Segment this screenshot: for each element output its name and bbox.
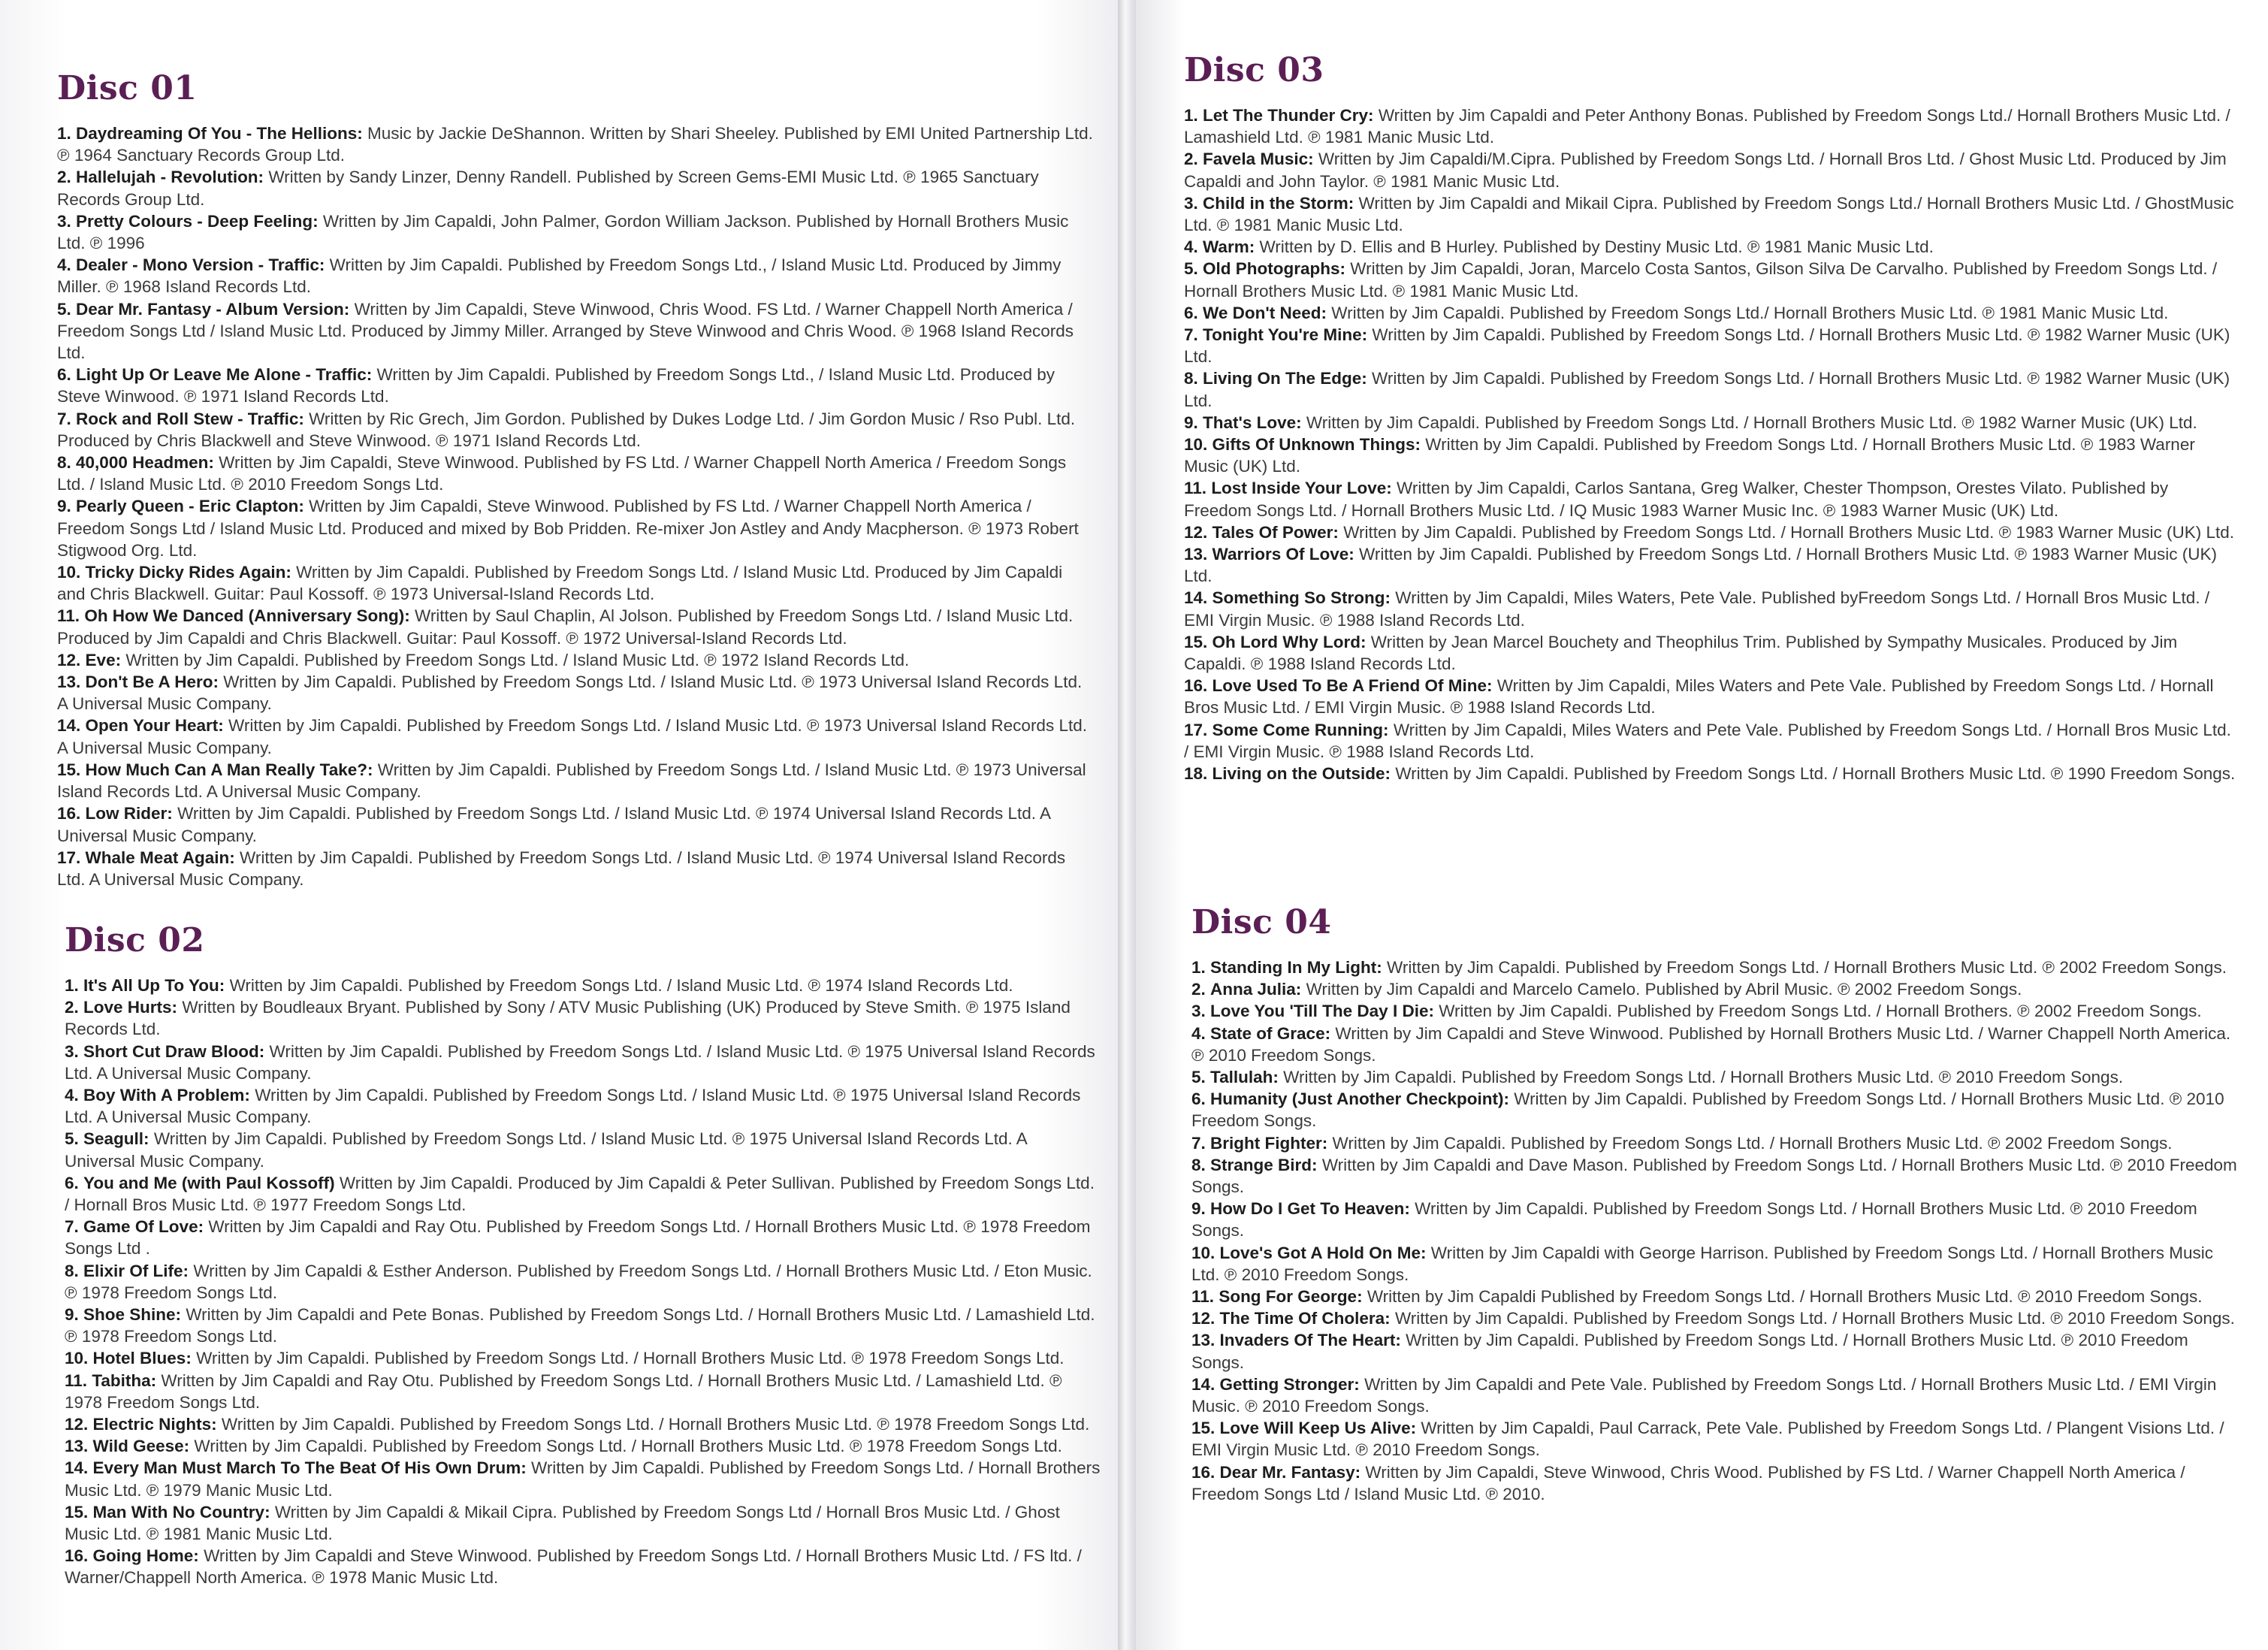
track-credits: Written by Jim Capaldi & Esther Anderson. Published by Freedom Songs Ltd. / Hornall Brothers Music Ltd. / Eton Music. ℗ 1978 Freedom Songs Ltd. — [65, 1261, 1092, 1302]
track-item — [65, 1041, 1101, 1084]
track-title: Anna Julia: — [1210, 980, 1302, 999]
track-list — [1184, 104, 2236, 784]
track-title: Love's Got A Hold On Me: — [1219, 1243, 1427, 1262]
track-title: Wild Geese: — [92, 1437, 190, 1456]
track-title: Lost Inside Your Love: — [1211, 479, 1392, 498]
track-item — [65, 1172, 1101, 1216]
track-number: 8. — [65, 1261, 79, 1280]
track-title: Invaders Of The Heart: — [1219, 1331, 1401, 1350]
track-item — [1184, 521, 2236, 543]
track-credits: Written by Jim Capaldi. Published by Freedom Songs Ltd. / Island Music Ltd. ℗ 1974 Island Records Ltd. — [229, 976, 1013, 995]
track-credits: Written by Jim Capaldi and Ray Otu. Published by Freedom Songs Ltd. / Hornall Brothers Music Ltd. ℗ 1978 Freedom Songs Ltd . — [65, 1217, 1091, 1259]
track-credits: Written by Jim Capaldi, Steve Winwood, Chris Wood. FS Ltd. / Warner Chappell North America / Freedom Songs Ltd / Island Music Ltd. Produced by Jimmy Miller. Arranged by Steve Winwood and Chris Wood. ℗ 1968 Island Records Ltd. — [57, 299, 1074, 363]
track-number: 11. — [1184, 479, 1207, 498]
track-number: 2. — [1191, 980, 1206, 999]
track-title: Standing In My Light: — [1210, 958, 1382, 977]
track-number: 10. — [1184, 435, 1208, 455]
track-title: Dealer - Mono Version - Traffic: — [76, 255, 325, 275]
track-number: 8. — [1184, 369, 1198, 388]
track-number: 6. — [1184, 303, 1198, 322]
track-credits: Written by Jim Capaldi. Published by Freedom Songs Ltd. / Island Music Ltd. ℗ 1973 Universal Island Records Ltd. A Universal Music Company. — [57, 672, 1083, 714]
track-title: Humanity (Just Another Checkpoint): — [1210, 1089, 1509, 1109]
track-title: That's Love: — [1203, 412, 1302, 432]
track-title: The Time Of Cholera: — [1219, 1309, 1391, 1328]
track-number: 7. — [1191, 1133, 1206, 1153]
track-credits: Written by Jim Capaldi. Published by Freedom Songs Ltd. / Island Music Ltd. ℗ 1974 Universal Island Records Ltd. A Universal Music Company. — [57, 848, 1066, 889]
track-number: 12. — [1184, 522, 1208, 542]
track-title: Daydreaming Of You - The Hellions: — [76, 124, 363, 143]
track-number: 2. — [1184, 150, 1198, 169]
track-number: 4. — [1191, 1023, 1206, 1043]
track-credits: Written by Jim Capaldi. Published by Freedom Songs Ltd. / Island Music Ltd. ℗ 1974 Universal Island Records Ltd. A Universal Music Company. — [57, 804, 1050, 845]
track-item — [57, 561, 1094, 605]
track-title: Favela Music: — [1203, 150, 1314, 169]
track-title: Game Of Love: — [83, 1217, 204, 1237]
track-item — [1191, 1242, 2243, 1286]
track-number: 10. — [57, 563, 81, 582]
track-item — [1184, 104, 2236, 148]
track-number: 16. — [1191, 1462, 1216, 1482]
track-item — [57, 649, 1094, 671]
track-item — [1184, 719, 2236, 763]
track-title: Going Home: — [92, 1546, 199, 1566]
track-item — [1184, 477, 2236, 521]
track-number: 3. — [1191, 1002, 1206, 1021]
track-credits: Written by Jim Capaldi. Published by Freedom Songs Ltd. / Hornall Brothers Music Ltd. ℗ 2010 Freedom Songs. — [1394, 1309, 2235, 1328]
track-item — [1191, 1132, 2243, 1154]
track-credits: Written by Jim Capaldi. Published by Freedom Songs Ltd. / Hornall Brothers Music Ltd. ℗ 2002 Freedom Songs. — [1332, 1133, 2173, 1153]
track-item — [1191, 1329, 2243, 1373]
track-title: Dear Mr. Fantasy - Album Version: — [76, 299, 350, 319]
track-number: 13. — [65, 1437, 89, 1456]
track-credits: Written by Jim Capaldi. Published by Freedom Songs Ltd. / Hornall Brothers Music Ltd. ℗ 1990 Freedom Songs. — [1395, 764, 2236, 784]
track-number: 1. — [57, 124, 71, 143]
track-number: 5. — [65, 1129, 79, 1149]
track-item — [1184, 543, 2236, 587]
track-number: 15. — [1191, 1419, 1216, 1438]
track-title: Rock and Roll Stew - Traffic: — [76, 409, 304, 428]
track-credits: Written by Jim Capaldi, Miles Waters and Pete Vale. Published by Freedom Songs Ltd. / Hornall Bros Music Ltd. / EMI Virgin Music. ℗ 1988 Island Records Ltd. — [1184, 676, 2214, 718]
track-item — [1191, 1023, 2243, 1066]
track-item — [65, 1128, 1101, 1171]
track-credits: Written by Jim Capaldi/M.Cipra. Published by Freedom Songs Ltd. / Hornall Bros Ltd. / Ghost Music Ltd. Produced by Jim Capaldi and John Taylor. ℗ 1981 Manic Music Ltd. — [1184, 150, 2227, 191]
track-item — [65, 1413, 1101, 1435]
track-title: Love Will Keep Us Alive: — [1219, 1419, 1417, 1438]
track-item — [65, 975, 1101, 996]
track-credits: Written by Jim Capaldi. Published by Freedom Songs Ltd. / Island Music Ltd. ℗ 1973 Universal Island Records Ltd. A Universal Music Company. — [57, 716, 1087, 757]
track-number: 15. — [1184, 632, 1208, 651]
track-credits: Written by Jim Capaldi, Steve Winwood, Chris Wood. Published by FS Ltd. / Warner Chappell North America / Freedom Songs Ltd / Island Music Ltd. ℗ 2010. — [1191, 1462, 2185, 1503]
track-title: Hallelujah - Revolution: — [76, 168, 264, 187]
track-title: Every Man Must March To The Beat Of His Own Drum: — [92, 1458, 527, 1478]
track-credits: Written by Jean Marcel Bouchety and Theophilus Trim. Published by Sympathy Musicales. Produced by Jim Capaldi. ℗ 1988 Island Records Ltd. — [1184, 632, 2178, 674]
track-credits: Written by Jim Capaldi. Published by Freedom Songs Ltd. / Hornall Brothers Music Ltd. ℗ 2010 Freedom Songs. — [1191, 1331, 2188, 1372]
track-title: 40,000 Headmen: — [76, 453, 214, 473]
track-item — [65, 1370, 1101, 1413]
track-credits: Written by Jim Capaldi. Published by Freedom Songs Ltd. / Hornall Brothers Music Ltd. ℗ 2010 Freedom Songs. — [1191, 1199, 2197, 1241]
track-item — [1191, 978, 2243, 1000]
track-credits: Written by Jim Capaldi. Published by Freedom Songs Ltd., / Island Music Ltd. Produced by Steve Winwood. ℗ 1971 Island Records Ltd. — [57, 365, 1055, 406]
track-number: 10. — [65, 1349, 89, 1368]
track-number: 9. — [57, 497, 71, 516]
track-credits: Written by Jim Capaldi, Steve Winwood. Published by FS Ltd. / Warner Chappell North America / Freedom Songs Ltd / Island Music Ltd. Produced and mixed by Bob Pridden. Re-mixer Jon Astley and Andy Macpherson. ℗ 1973 Robert Stigwood Org. Ltd. — [57, 497, 1079, 560]
track-title: Whale Meat Again: — [85, 848, 235, 867]
track-title: Elixir Of Life: — [83, 1261, 189, 1280]
track-credits: Written by Jim Capaldi and Dave Mason. Published by Freedom Songs Ltd. / Hornall Brothers Music Ltd. ℗ 2010 Freedom Songs. — [1191, 1155, 2237, 1197]
track-credits: Written by Jim Capaldi. Published by Freedom Songs Ltd. / Hornall Brothers Music Ltd. ℗ 2010 Freedom Songs. — [1191, 1089, 2224, 1131]
track-title: Living on the Outside: — [1212, 764, 1391, 784]
track-number: 6. — [57, 365, 71, 385]
track-credits: Written by Jim Capaldi. Published by Freedom Songs Ltd. / Island Music Ltd. ℗ 1975 Universal Island Records Ltd. A Universal Music Company. — [65, 1086, 1081, 1127]
track-item — [57, 166, 1094, 210]
disc-02-section — [65, 921, 1101, 1589]
track-number: 3. — [1184, 193, 1198, 213]
track-item — [1184, 236, 2236, 258]
track-item — [65, 1347, 1101, 1369]
track-number: 5. — [1184, 259, 1198, 279]
track-credits: Music by Jackie DeShannon. Written by Shari Sheeley. Published by EMI United Partnership Ltd. ℗ 1964 Sanctuary Records Group Ltd. — [57, 124, 1093, 165]
track-title: Open Your Heart: — [85, 716, 224, 736]
track-title: Pearly Queen - Eric Clapton: — [76, 497, 304, 516]
track-number: 3. — [57, 211, 71, 231]
track-number: 16. — [57, 804, 81, 823]
track-title: Low Rider: — [85, 804, 173, 823]
track-title: Man With No Country: — [92, 1502, 270, 1522]
track-title: Eve: — [85, 650, 122, 669]
track-title: Short Cut Draw Blood: — [83, 1041, 265, 1061]
track-credits: Written by Jim Capaldi. Published by Freedom Songs Ltd. / Hornall Brothers Music Ltd. ℗ 1978 Freedom Songs Ltd. — [196, 1349, 1065, 1368]
track-credits: Written by Jim Capaldi, Steve Winwood. Published by FS Ltd. / Warner Chappell North America / Freedom Songs Ltd. / Island Music Ltd. ℗ 2010 Freedom Songs Ltd. — [57, 453, 1067, 494]
track-number: 8. — [1191, 1155, 1206, 1174]
track-title: Old Photographs: — [1203, 259, 1346, 279]
track-number: 7. — [1184, 325, 1198, 345]
track-credits: Written by Jim Capaldi and Peter Anthony Bonas. Published by Freedom Songs Ltd./ Hornall Brothers Music Ltd. / Lamashield Ltd. ℗ 1981 Manic Music Ltd. — [1184, 106, 2230, 147]
track-title: Tallulah: — [1210, 1068, 1279, 1087]
track-number: 12. — [57, 650, 81, 669]
disc-04-section — [1191, 903, 2243, 1505]
track-number: 14. — [1184, 588, 1208, 608]
track-item — [57, 452, 1094, 495]
disc-title: Disc 04 — [1191, 903, 1332, 941]
track-item — [1191, 1000, 2243, 1022]
track-credits: Written by Jim Capaldi, Miles Waters and Pete Vale. Published by Freedom Songs Ltd. / Hornall Bros Music Ltd. / EMI Virgin Music. ℗ 1988 Island Records Ltd. — [1184, 720, 2231, 761]
track-number: 13. — [1184, 545, 1208, 564]
track-credits: Written by Jim Capaldi and Pete Bonas. Published by Freedom Songs Ltd. / Hornall Brothers Music Ltd. / Lamashield Ltd. ℗ 1978 Freedom Songs Ltd. — [65, 1305, 1095, 1346]
track-number: 14. — [1191, 1374, 1216, 1394]
track-item — [1184, 587, 2236, 630]
track-credits: Written by Jim Capaldi, Carlos Santana, Greg Walker, Chester Thompson, Orestes Vilato. Published by Freedom Songs Ltd. / Hornall Brothers Music Ltd. / IQ Music 1983 Warner Music Inc. ℗ 1983 Warner Music (UK) Ltd. — [1184, 479, 2169, 520]
track-title: Child in the Storm: — [1203, 193, 1354, 213]
track-title: We Don't Need: — [1203, 303, 1327, 322]
track-title: Tales Of Power: — [1212, 522, 1339, 542]
track-number: 12. — [1191, 1309, 1216, 1328]
track-item — [1184, 763, 2236, 784]
track-title: Electric Nights: — [92, 1415, 217, 1434]
track-title: Love Hurts: — [83, 998, 178, 1017]
disc-title: Disc 02 — [65, 921, 205, 959]
track-credits: Written by Jim Capaldi. Published by Freedom Songs Ltd. / Hornall Brothers Music Ltd. ℗ 1983 Warner Music (UK) Ltd. — [1343, 522, 2235, 542]
track-item — [1184, 192, 2236, 236]
track-number: 11. — [57, 606, 80, 626]
track-title: Don't Be A Hero: — [85, 672, 219, 692]
track-number: 1. — [65, 976, 79, 995]
track-item — [57, 847, 1094, 890]
track-title: Oh Lord Why Lord: — [1212, 632, 1367, 651]
track-item — [57, 122, 1094, 166]
track-number: 4. — [1184, 237, 1198, 257]
track-number: 1. — [1191, 958, 1206, 977]
track-number: 16. — [65, 1546, 89, 1566]
track-credits: Written by Jim Capaldi, Miles Waters, Pete Vale. Published byFreedom Songs Ltd. / Hornall Bros Music Ltd. / EMI Virgin Music. ℗ 1988 Island Records Ltd. — [1184, 588, 2210, 630]
track-credits: Written by Jim Capaldi. Published by Freedom Songs Ltd. / Hornall Brothers Music Ltd. ℗ 1978 Freedom Songs Ltd. — [221, 1415, 1090, 1434]
track-item — [57, 254, 1094, 298]
track-item — [1184, 367, 2236, 411]
track-item — [1184, 675, 2236, 718]
track-item — [1191, 1307, 2243, 1329]
track-credits: Written by Jim Capaldi and Mikail Cipra. Published by Freedom Songs Ltd./ Hornall Brothers Music Ltd. / GhostMusic Ltd. ℗ 1981 Manic Music Ltd. — [1184, 193, 2234, 235]
track-credits: Written by Jim Capaldi with George Harrison. Published by Freedom Songs Ltd. / Hornall Brothers Music Ltd. ℗ 2010 Freedom Songs. — [1191, 1243, 2214, 1284]
track-credits: Written by Jim Capaldi. Published by Freedom Songs Ltd./ Hornall Brothers Music Ltd. ℗ 1981 Manic Music Ltd. — [1331, 303, 2169, 322]
track-item — [65, 1435, 1101, 1457]
track-credits: Written by Jim Capaldi. Produced by Jim Capaldi & Peter Sullivan. Published by Freedom Songs Ltd. / Hornall Bros Music Ltd. ℗ 1977 Freedom Songs Ltd. — [65, 1173, 1095, 1215]
track-title: Hotel Blues: — [92, 1349, 192, 1368]
track-item — [65, 1457, 1101, 1500]
track-item — [57, 802, 1094, 846]
track-title: Dear Mr. Fantasy: — [1219, 1462, 1361, 1482]
track-number: 13. — [1191, 1331, 1216, 1350]
track-credits: Written by Jim Capaldi and Steve Winwood. Published by Hornall Brothers Music Ltd. / Warner Chappell North America. ℗ 2010 Freedom Songs. — [1191, 1023, 2231, 1065]
track-number: 2. — [57, 168, 71, 187]
track-title: Warm: — [1203, 237, 1255, 257]
track-title: Song For George: — [1219, 1287, 1363, 1307]
track-number: 15. — [57, 760, 81, 779]
track-credits: Written by Jim Capaldi, Joran, Marcelo Costa Santos, Gilson Silva De Carvalho. Published by Freedom Songs Ltd. / Hornall Brothers Music Ltd. ℗ 1981 Manic Music Ltd. — [1184, 259, 2218, 301]
track-number: 15. — [65, 1502, 89, 1522]
track-item — [1191, 1198, 2243, 1241]
track-credits: Written by Jim Capaldi. Published by Freedom Songs Ltd. / Island Music Ltd. ℗ 1972 Island Records Ltd. — [125, 650, 910, 669]
track-title: How Do I Get To Heaven: — [1210, 1199, 1410, 1219]
track-credits: Written by Jim Capaldi. Published by Freedom Songs Ltd. / Island Music Ltd. ℗ 1973 Universal Island Records Ltd. A Universal Music Company. — [57, 760, 1086, 802]
track-credits: Written by Saul Chaplin, Al Jolson. Published by Freedom Songs Ltd. / Island Music Ltd. Produced by Jim Capaldi and Chris Blackwell. Guitar: Paul Kossoff. ℗ 1972 Universal-Island Records Ltd. — [57, 606, 1074, 648]
track-credits: Written by Jim Capaldi and Marcelo Camelo. Published by Abril Music. ℗ 2002 Freedom Songs. — [1306, 980, 2022, 999]
track-title: It's All Up To You: — [83, 976, 225, 995]
track-item — [1184, 148, 2236, 192]
track-number: 9. — [1184, 412, 1198, 432]
track-item — [65, 1216, 1101, 1259]
track-item — [65, 1304, 1101, 1347]
track-item — [1191, 956, 2243, 978]
track-number: 5. — [57, 299, 71, 319]
track-title: Tabitha: — [92, 1370, 157, 1390]
track-title: Let The Thunder Cry: — [1203, 106, 1374, 125]
track-item — [57, 759, 1094, 802]
track-title: Light Up Or Leave Me Alone - Traffic: — [76, 365, 373, 385]
track-title: Strange Bird: — [1210, 1155, 1318, 1174]
disc-title: Disc 01 — [57, 69, 198, 107]
track-credits: Written by Jim Capaldi. Published by Freedom Songs Ltd., / Island Music Ltd. Produced by Jimmy Miller. ℗ 1968 Island Records Ltd. — [57, 255, 1062, 297]
track-number: 7. — [57, 409, 71, 428]
track-number: 6. — [65, 1173, 79, 1192]
track-item — [57, 408, 1094, 452]
track-list — [65, 975, 1101, 1589]
track-item — [57, 298, 1094, 364]
track-credits: Written by D. Ellis and B Hurley. Published by Destiny Music Ltd. ℗ 1981 Manic Music Ltd. — [1259, 237, 1934, 257]
track-credits: Written by Jim Capaldi Published by Freedom Songs Ltd. / Hornall Brothers Music Ltd. ℗ 2010 Freedom Songs. — [1367, 1287, 2203, 1307]
track-title: Bright Fighter: — [1210, 1133, 1328, 1153]
track-credits: Written by Jim Capaldi. Published by Freedom Songs Ltd. / Hornall Brothers Music Ltd. ℗ 1982 Warner Music (UK) Ltd. — [1306, 412, 2197, 432]
track-title: Tonight You're Mine: — [1203, 325, 1368, 345]
track-credits: Written by Jim Capaldi. Published by Freedom Songs Ltd. / Hornall Brothers Music Ltd. ℗ 1983 Warner Music (UK) Ltd. — [1184, 435, 2195, 476]
track-number: 4. — [57, 255, 71, 275]
track-credits: Written by Jim Capaldi & Mikail Cipra. Published by Freedom Songs Ltd / Hornall Bros Music Ltd. / Ghost Music Ltd. ℗ 1981 Manic Music Ltd. — [65, 1502, 1060, 1544]
track-item — [57, 671, 1094, 715]
track-title: Love You 'Till The Day I Die: — [1210, 1002, 1434, 1021]
track-number: 2. — [65, 998, 79, 1017]
track-item — [65, 1545, 1101, 1588]
track-credits: Written by Jim Capaldi, Paul Carrack, Pete Vale. Published by Freedom Songs Ltd. / Plangent Visions Ltd. / EMI Virgin Music Ltd. ℗ 2010 Freedom Songs. — [1191, 1419, 2224, 1460]
track-item — [65, 996, 1101, 1040]
track-number: 3. — [65, 1041, 79, 1061]
track-title: Oh How We Danced (Anniversary Song): — [84, 606, 410, 626]
track-item — [57, 495, 1094, 561]
track-credits: Written by Jim Capaldi and Steve Winwood. Published by Freedom Songs Ltd. / Hornall Brothers Music Ltd. / FS ltd. / Warner/Chappell North America. ℗ 1978 Manic Music Ltd. — [65, 1546, 1082, 1588]
track-title: Pretty Colours - Deep Feeling: — [76, 211, 319, 231]
track-list — [57, 122, 1094, 890]
track-item — [1191, 1373, 2243, 1417]
track-item — [57, 715, 1094, 758]
track-item — [57, 364, 1094, 407]
track-item — [1191, 1417, 2243, 1461]
track-credits: Written by Jim Capaldi. Published by Freedom Songs Ltd. / Island Music Ltd. ℗ 1975 Universal Island Records Ltd. A Universal Music Company. — [65, 1041, 1095, 1083]
track-number: 1. — [1184, 106, 1198, 125]
track-number: 11. — [1191, 1287, 1215, 1307]
track-title: Tricky Dicky Rides Again: — [85, 563, 291, 582]
track-title: State of Grace: — [1210, 1023, 1331, 1043]
track-credits: Written by Jim Capaldi and Pete Vale. Published by Freedom Songs Ltd. / Hornall Brothers Music Ltd. / EMI Virgin Music. ℗ 2010 Freedom Songs. — [1191, 1374, 2217, 1416]
track-title: Boy With A Problem: — [83, 1086, 250, 1105]
track-number: 11. — [65, 1370, 88, 1390]
disc-03-section — [1184, 51, 2236, 784]
track-item — [65, 1501, 1101, 1545]
track-list — [1191, 956, 2243, 1505]
track-credits: Written by Jim Capaldi. Published by Freedom Songs Ltd. / Hornall Brothers Music Ltd. ℗ 1978 Freedom Songs Ltd. — [194, 1437, 1062, 1456]
track-credits: Written by Jim Capaldi. Published by Freedom Songs Ltd. / Island Music Ltd. Produced by Jim Capaldi and Chris Blackwell. Guitar: Paul Kossoff. ℗ 1973 Universal-Island Records Ltd. — [57, 563, 1063, 604]
track-number: 9. — [1191, 1199, 1206, 1219]
track-title: Love Used To Be A Friend Of Mine: — [1212, 676, 1493, 696]
track-credits: Written by Sandy Linzer, Denny Randell. Published by Screen Gems-EMI Music Ltd. ℗ 1965 Sanctuary Records Group Ltd. — [57, 168, 1039, 209]
track-credits: Written by Jim Capaldi. Published by Freedom Songs Ltd. / Hornall Brothers Music Ltd. ℗ 2010 Freedom Songs. — [1283, 1068, 2124, 1087]
track-number: 13. — [57, 672, 81, 692]
track-credits: Written by Jim Capaldi. Published by Freedom Songs Ltd. / Hornall Brothers Music Ltd. ℗ 1979 Manic Music Ltd. — [65, 1458, 1101, 1500]
disc-title: Disc 03 — [1184, 51, 1324, 89]
track-credits: Written by Jim Capaldi. Published by Freedom Songs Ltd. / Island Music Ltd. ℗ 1975 Universal Island Records Ltd. A Universal Music Company. — [65, 1129, 1027, 1171]
track-item — [65, 1084, 1101, 1128]
track-number: 14. — [65, 1458, 89, 1478]
track-item — [1191, 1461, 2243, 1505]
track-item — [65, 1260, 1101, 1304]
track-title: Seagull: — [83, 1129, 149, 1149]
track-item — [1184, 412, 2236, 434]
track-number: 8. — [57, 453, 71, 473]
track-title: Gifts Of Unknown Things: — [1212, 435, 1421, 455]
track-item — [1191, 1286, 2243, 1307]
track-item — [1184, 434, 2236, 477]
track-credits: Written by Boudleaux Bryant. Published by Sony / ATV Music Publishing (UK) Produced by Steve Smith. ℗ 1975 Island Records Ltd. — [65, 998, 1071, 1039]
track-number: 9. — [65, 1305, 79, 1325]
track-number: 17. — [57, 848, 81, 867]
track-title: Something So Strong: — [1212, 588, 1391, 608]
track-item — [1184, 302, 2236, 324]
track-item — [1184, 258, 2236, 301]
track-title: How Much Can A Man Really Take?: — [85, 760, 373, 779]
track-title: Living On The Edge: — [1203, 369, 1367, 388]
track-item — [1184, 324, 2236, 367]
track-number: 17. — [1184, 720, 1208, 739]
track-title: Warriors Of Love: — [1212, 545, 1354, 564]
track-title: Shoe Shine: — [83, 1305, 182, 1325]
track-credits: Written by Jim Capaldi and Ray Otu. Published by Freedom Songs Ltd. / Hornall Brothers Music Ltd. / Lamashield Ltd. ℗ 1978 Freedom Songs Ltd. — [65, 1370, 1062, 1412]
track-title: Some Come Running: — [1212, 720, 1389, 739]
track-item — [1191, 1066, 2243, 1088]
track-credits: Written by Jim Capaldi, John Palmer, Gordon William Jackson. Published by Hornall Brothers Music Ltd. ℗ 1996 — [57, 211, 1069, 253]
track-number: 16. — [1184, 676, 1208, 696]
track-number: 12. — [65, 1415, 89, 1434]
track-number: 6. — [1191, 1089, 1206, 1109]
track-title: Getting Stronger: — [1219, 1374, 1360, 1394]
track-title: You and Me (with Paul Kossoff) — [83, 1173, 335, 1192]
book-gutter — [1118, 0, 1136, 1650]
track-item — [57, 210, 1094, 254]
track-credits: Written by Ric Grech, Jim Gordon. Published by Dukes Lodge Ltd. / Jim Gordon Music / Rso Publ. Ltd. Produced by Chris Blackwell and Steve Winwood. ℗ 1971 Island Records Ltd. — [57, 409, 1076, 450]
disc-01-section — [57, 69, 1094, 890]
track-item — [1191, 1088, 2243, 1132]
track-number: 10. — [1191, 1243, 1216, 1262]
track-item — [1191, 1154, 2243, 1198]
track-number: 7. — [65, 1217, 79, 1237]
track-item — [57, 605, 1094, 648]
track-number: 18. — [1184, 764, 1208, 784]
track-number: 5. — [1191, 1068, 1206, 1087]
track-credits: Written by Jim Capaldi. Published by Freedom Songs Ltd. / Hornall Brothers Music Ltd. ℗ 1983 Warner Music (UK) Ltd. — [1184, 545, 2218, 586]
track-number: 14. — [57, 716, 81, 736]
track-credits: Written by Jim Capaldi. Published by Freedom Songs Ltd. / Hornall Brothers Music Ltd. ℗ 1982 Warner Music (UK) Ltd. — [1184, 369, 2230, 410]
track-credits: Written by Jim Capaldi. Published by Freedom Songs Ltd. / Hornall Brothers Music Ltd. ℗ 2002 Freedom Songs. — [1387, 958, 2227, 977]
track-number: 4. — [65, 1086, 79, 1105]
track-item — [1184, 631, 2236, 675]
track-credits: Written by Jim Capaldi. Published by Freedom Songs Ltd. / Hornall Brothers Music Ltd. ℗ 1982 Warner Music (UK) Ltd. — [1184, 325, 2230, 367]
track-credits: Written by Jim Capaldi. Published by Freedom Songs Ltd. / Hornall Brothers. ℗ 2002 Freedom Songs. — [1439, 1002, 2202, 1021]
